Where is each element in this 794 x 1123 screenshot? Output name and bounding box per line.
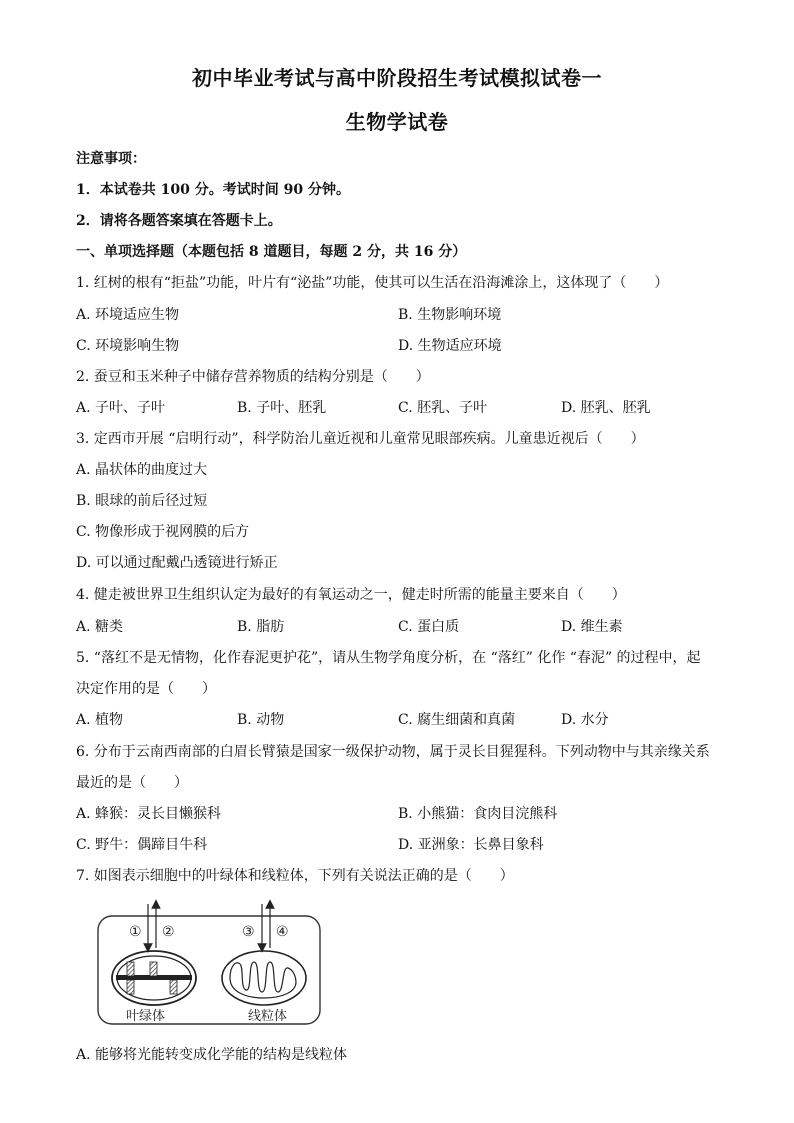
option: D. 水分 <box>561 712 609 728</box>
option: D. 生物适应环境 <box>398 338 502 354</box>
exam-title: 初中毕业考试与高中阶段招生考试模拟试卷一 <box>192 66 602 90</box>
exam-subtitle: 生物学试卷 <box>345 110 449 134</box>
option: A. 子叶、子叶 <box>76 400 166 416</box>
note-item-2: 2．请将各题答案填在答题卡上。 <box>76 213 282 229</box>
option: A. 蜂猴：灵长目懒猴科 <box>76 806 222 822</box>
option: B. 子叶、胚乳 <box>237 400 327 416</box>
question-stem: 7. 如图表示细胞中的叶绿体和线粒体，下列有关说法正确的是（ ） <box>76 868 514 884</box>
question-stem: 3. 定西市开展 “启明行动”，科学防治儿童近视和儿童常见眼部疾病。儿童患近视后（ ） <box>76 431 645 447</box>
mitochondrion-label: 线粒体 <box>248 1009 288 1024</box>
question-stem: 6. 分布于云南西南部的白眉长臂猿是国家一级保护动物，属于灵长目猩猩科。下列动物中与其亲缘关系 <box>76 744 710 760</box>
marker-2: ② <box>162 924 175 940</box>
option: C. 环境影响生物 <box>76 338 180 354</box>
option: B. 动物 <box>237 712 285 728</box>
chloroplast-drawing <box>112 951 196 1005</box>
section-heading: 一、单项选择题（本题包括 8 道题目，每题 2 分，共 16 分） <box>76 244 467 260</box>
question-stem: 2. 蚕豆和玉米种子中储存营养物质的结构分别是（ ） <box>76 369 430 385</box>
option: D. 可以通过配戴凸透镜进行矫正 <box>76 555 278 571</box>
option: C. 胚乳、子叶 <box>398 400 488 416</box>
question-stem-continued: 最近的是（ ） <box>76 775 188 791</box>
option: B. 小熊猫：食肉目浣熊科 <box>398 806 558 822</box>
option: A. 能够将光能转变成化学能的结构是线粒体 <box>76 1047 348 1063</box>
option: A. 环境适应生物 <box>76 307 180 323</box>
chloroplast-label: 叶绿体 <box>126 1009 166 1024</box>
marker-4: ④ <box>276 924 289 940</box>
notes-heading: 注意事项： <box>76 151 146 167</box>
option: A. 植物 <box>76 712 124 728</box>
mitochondrion-drawing <box>222 951 306 1005</box>
option: B. 生物影响环境 <box>398 307 502 323</box>
question-stem: 1. 红树的根有“拒盐”功能，叶片有“泌盐”功能，使其可以生活在沿海滩涂上，这体现了（ ） <box>76 275 669 291</box>
option: D. 亚洲象：长鼻目象科 <box>398 837 544 853</box>
option: C. 蛋白质 <box>398 619 460 635</box>
option: C. 物像形成于视网膜的后方 <box>76 524 250 540</box>
cell-organelle-figure <box>96 896 322 1026</box>
option: D. 维生素 <box>561 619 623 635</box>
marker-3: ③ <box>242 924 255 940</box>
marker-1: ① <box>129 924 142 940</box>
question-stem: 5. “落红不是无情物，化作春泥更护花”，请从生物学角度分析，在 “落红” 化作 “春泥” 的过程中，起 <box>76 650 701 666</box>
option: A. 糖类 <box>76 619 124 635</box>
question-stem-continued: 决定作用的是（ ） <box>76 681 216 697</box>
option: C. 腐生细菌和真菌 <box>398 712 516 728</box>
question-stem: 4. 健走被世界卫生组织认定为最好的有氧运动之一，健走时所需的能量主要来自（ ） <box>76 587 626 603</box>
option: D. 胚乳、胚乳 <box>561 400 651 416</box>
option: C. 野牛：偶蹄目牛科 <box>76 837 208 853</box>
option: B. 眼球的前后径过短 <box>76 493 208 509</box>
option: B. 脂肪 <box>237 619 285 635</box>
note-item-1: 1．本试卷共 100 分。考试时间 90 分钟。 <box>76 182 350 198</box>
option: A. 晶状体的曲度过大 <box>76 462 208 478</box>
